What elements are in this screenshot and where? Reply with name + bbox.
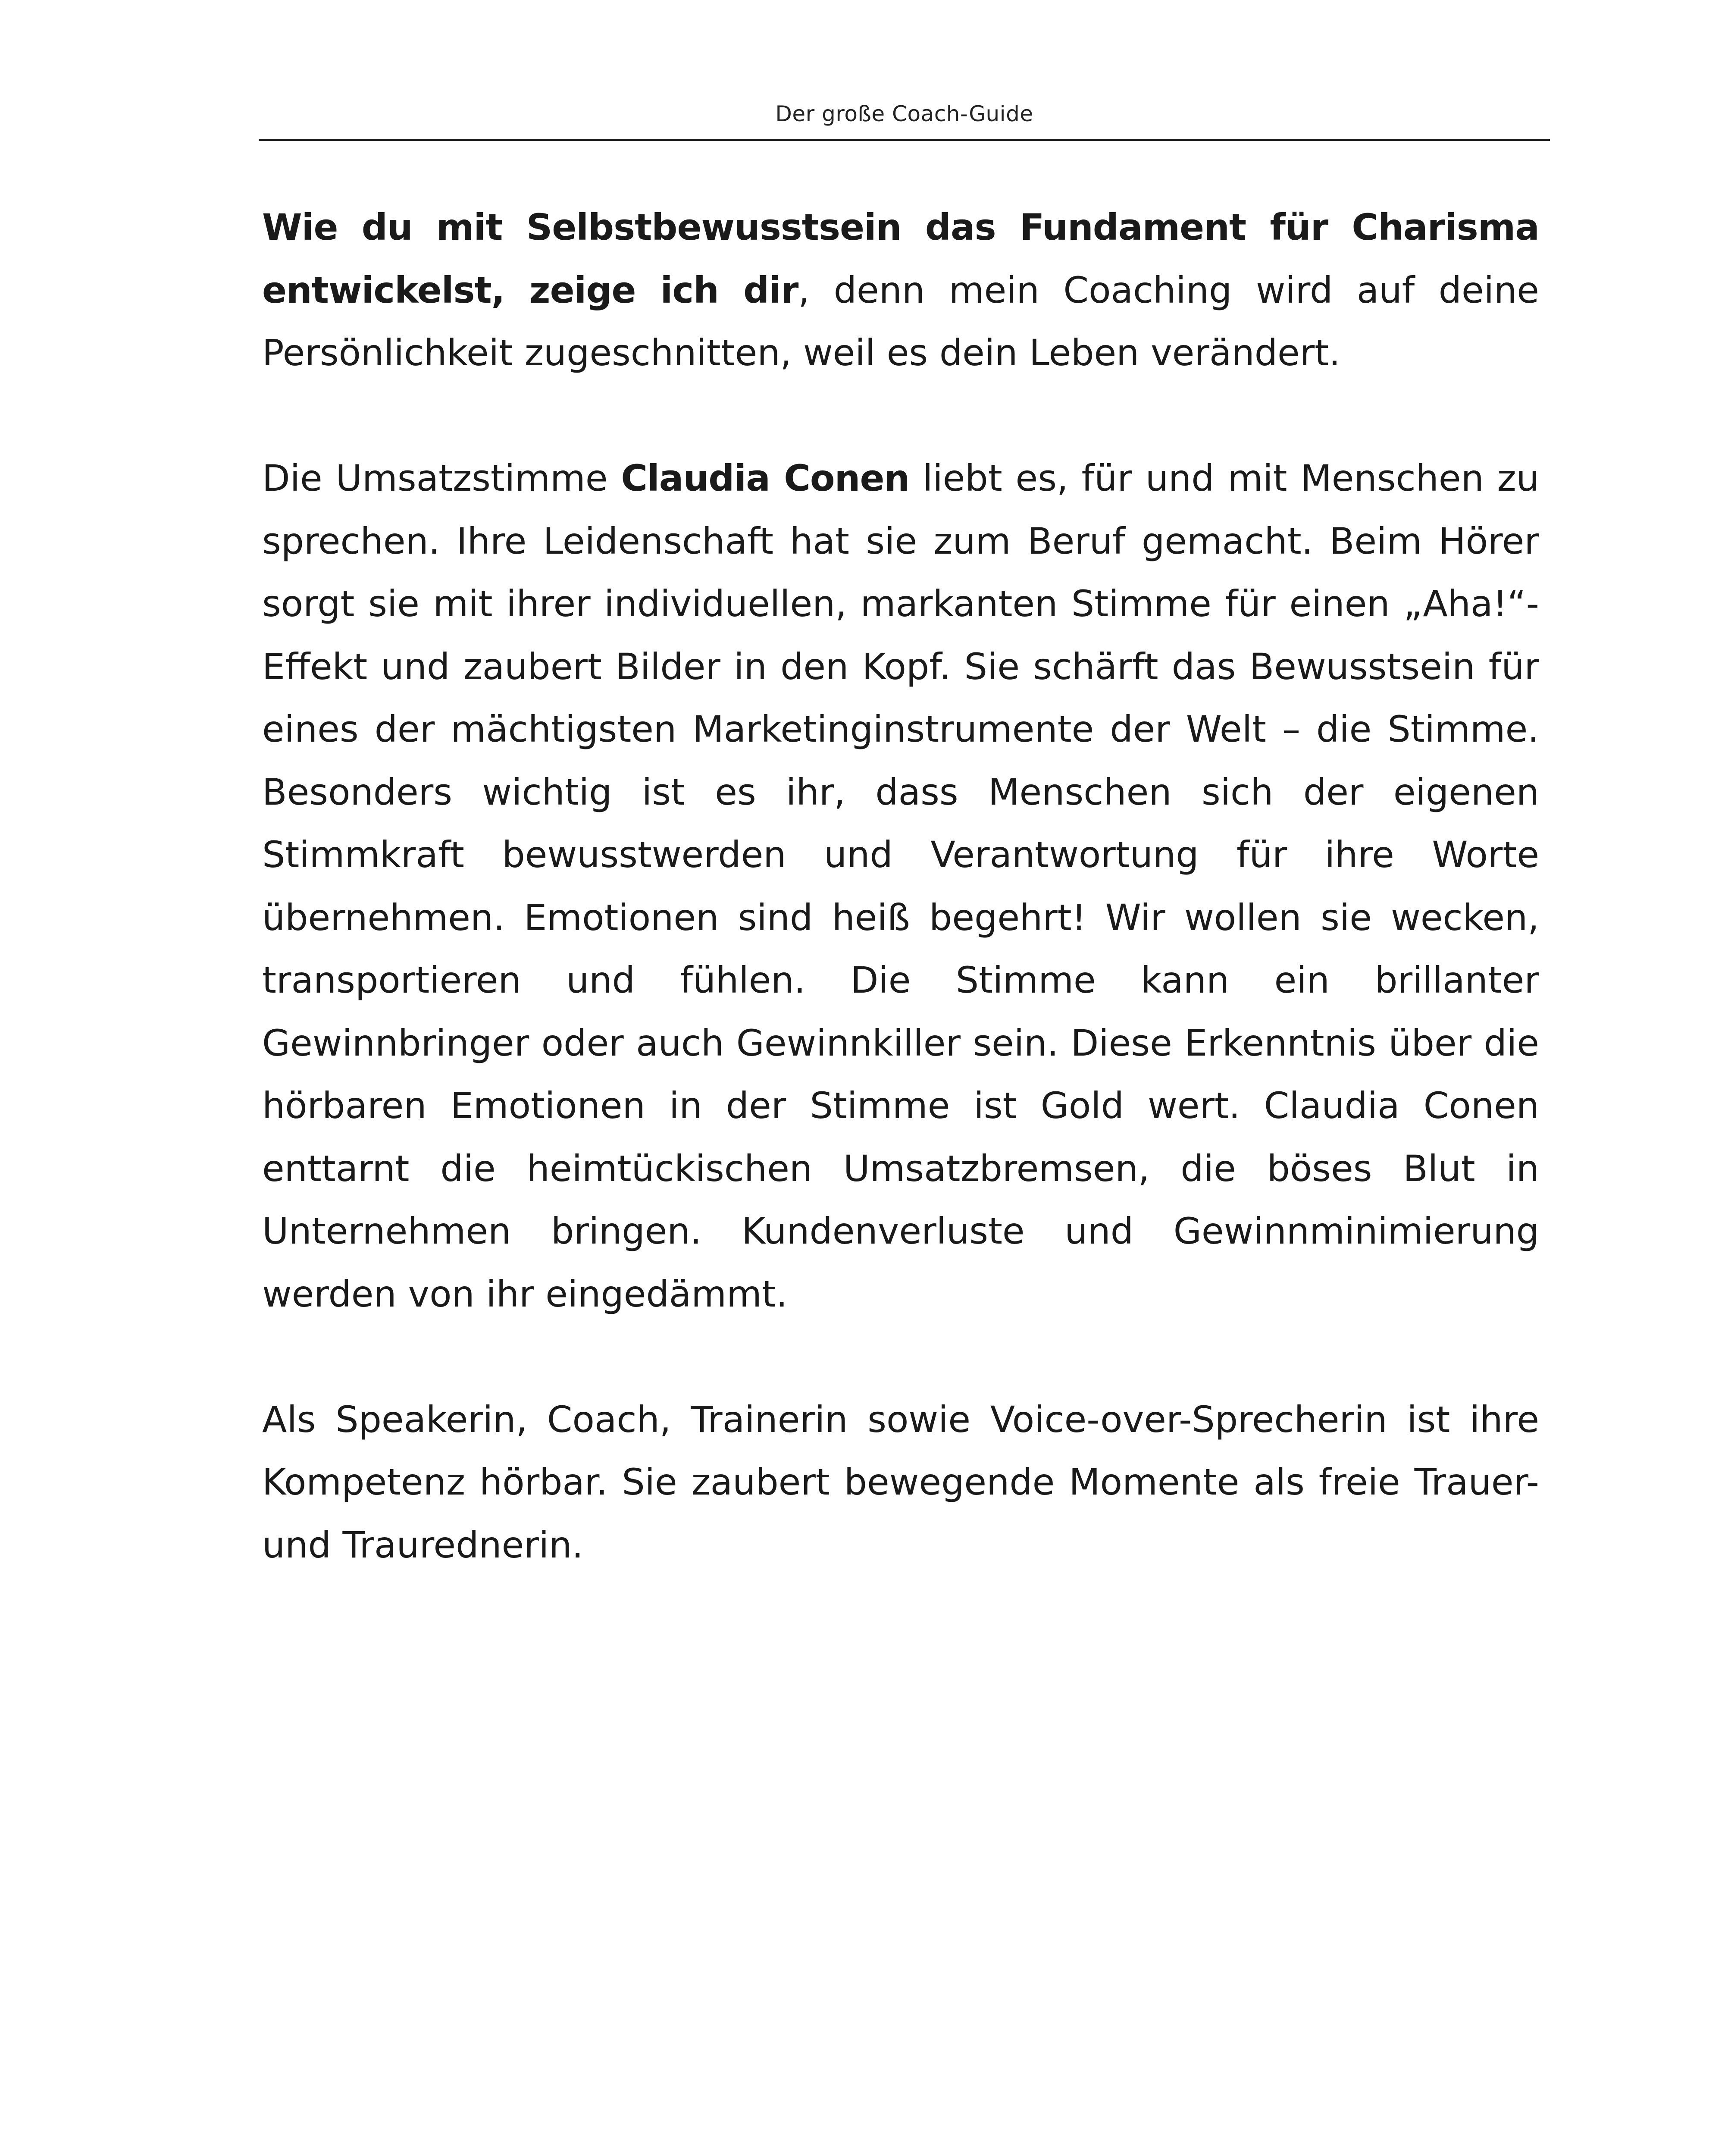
bio-text-before: Die Umsatzstimme (262, 457, 621, 499)
paragraph-intro (262, 196, 1539, 385)
body-text (262, 196, 1539, 1576)
intro-bold-text: Wie du mit Selbstbewusstsein das Fundament für Charisma entwickelst, zeige ich dir (262, 206, 1539, 311)
roles-text: Als Speakerin, Coach, Trainerin sowie Voice-over-Sprecherin ist ihre Kompetenz hörbar. Sie zaubert bewegende Momente als freie Trauer- und Traurednerin. (262, 1398, 1539, 1566)
paragraph-biography (262, 447, 1539, 1326)
paragraph-roles (262, 1388, 1539, 1577)
header-rule (259, 139, 1550, 141)
bio-name-bold: Claudia Conen (621, 457, 910, 499)
bio-text-after: liebt es, für und mit Menschen zu sprechen. Ihre Leidenschaft hat sie zum Beruf gemacht. Beim Hörer sorgt sie mit ihrer individuellen, markanten Stimme für einen „Aha!“-Effekt und zaubert Bilder in den Kopf. Sie schärft das Bewusstsein für eines der mächtigsten Marketinginstrumente der Welt – die Stimme. Besonders wichtig ist es ihr, dass Menschen sich der eigenen Stimmkraft bewusstwerden und Verantwortung für ihre Worte übernehmen. Emotionen sind heiß begehrt! Wir wollen sie wecken, transportieren und fühlen. Die Stimme kann ein brillanter Gewinnbringer oder auch Gewinnkiller sein. Diese Erkenntnis über die hörbaren Emotionen in der Stimme ist Gold wert. Claudia Conen enttarnt die heimtückischen Umsatzbremsen, die böses Blut in Unternehmen bringen. Kundenverluste und Gewinnminimierung werden von ihr eingedämmt. (262, 457, 1540, 1315)
running-header: Der große Coach-Guide (775, 101, 1033, 126)
intro-text: , denn mein Coaching wird auf deine Persönlichkeit zugeschnitten, weil es dein Leben verändert. (262, 269, 1539, 374)
